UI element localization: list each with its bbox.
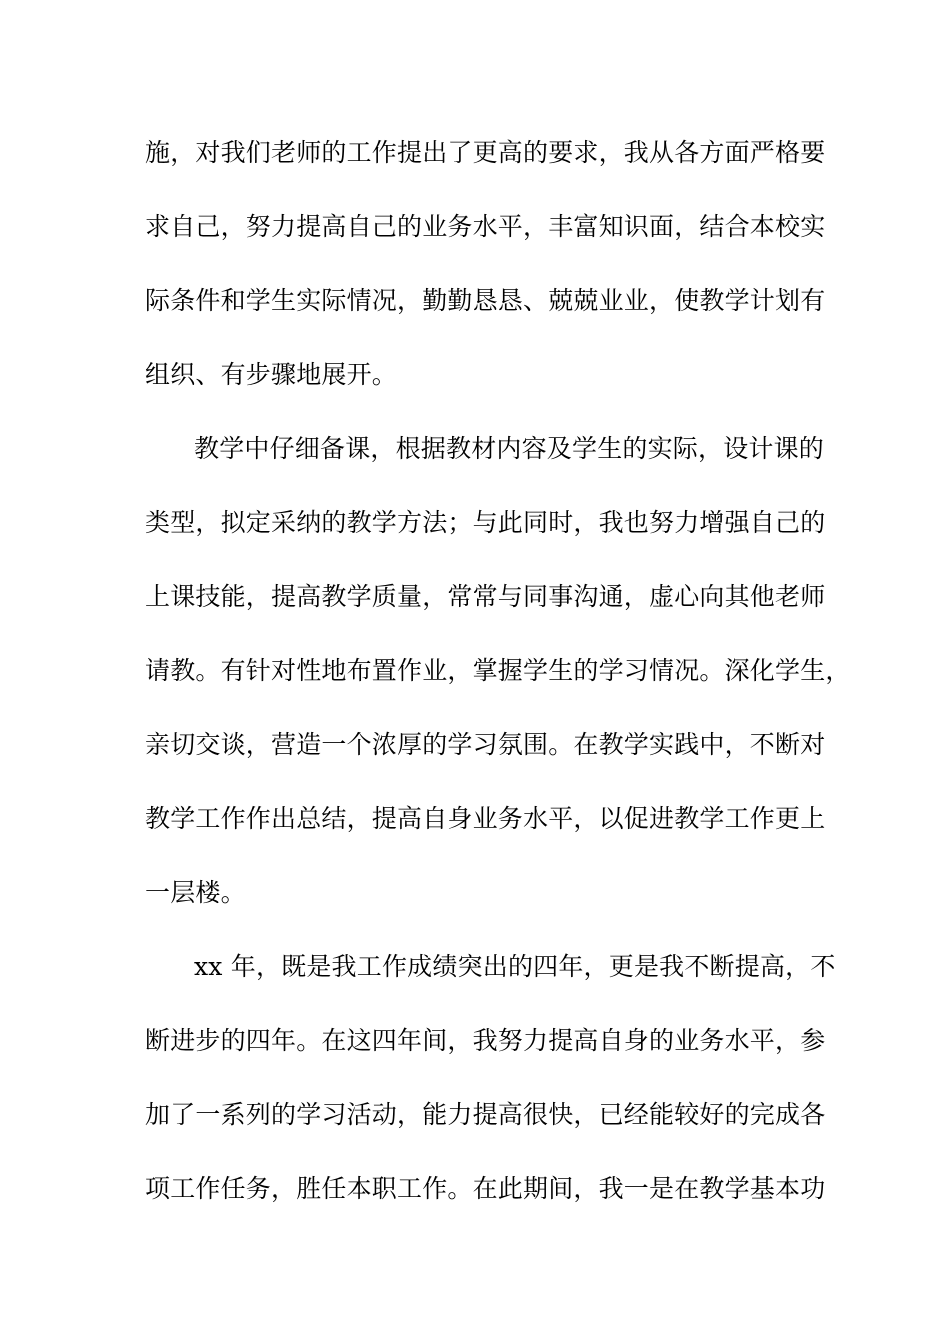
text-line: 上课技能，提高教学质量，常常与同事沟通，虚心向其他老师 bbox=[145, 582, 826, 611]
paragraph-first-line: 教学中仔细备课，根据教材内容及学生的实际，设计课的 bbox=[194, 434, 825, 463]
text-line: 项工作任务，胜任本职工作。在此期间，我一是在教学基本功 bbox=[145, 1174, 826, 1203]
text-line: 一层楼。 bbox=[145, 878, 246, 907]
text-line: 类型，拟定采纳的教学方法；与此同时，我也努力增强自己的 bbox=[145, 508, 826, 537]
text-line: 教学工作作出总结，提高自身业务水平，以促进教学工作更上 bbox=[145, 804, 826, 833]
text-line: 亲切交谈，营造一个浓厚的学习氛围。在教学实践中，不断对 bbox=[145, 730, 826, 759]
text-line: 求自己，努力提高自己的业务水平，丰富知识面，结合本校实 bbox=[145, 212, 826, 241]
text-line: 断进步的四年。在这四年间，我努力提高自身的业务水平，参 bbox=[145, 1026, 826, 1055]
text-line: 际条件和学生实际情况，勤勤恳恳、兢兢业业，使教学计划有 bbox=[145, 286, 826, 315]
text-line: 加了一系列的学习活动，能力提高很快，已经能较好的完成各 bbox=[145, 1100, 826, 1129]
paragraph-first-line: xx 年，既是我工作成绩突出的四年，更是我不断提高，不 bbox=[194, 952, 836, 981]
text-line: 请教。有针对性地布置作业，掌握学生的学习情况。深化学生， bbox=[145, 656, 851, 685]
text-line: 施，对我们老师的工作提出了更高的要求，我从各方面严格要 bbox=[145, 138, 826, 167]
text-line: 组织、有步骤地展开。 bbox=[145, 360, 398, 389]
